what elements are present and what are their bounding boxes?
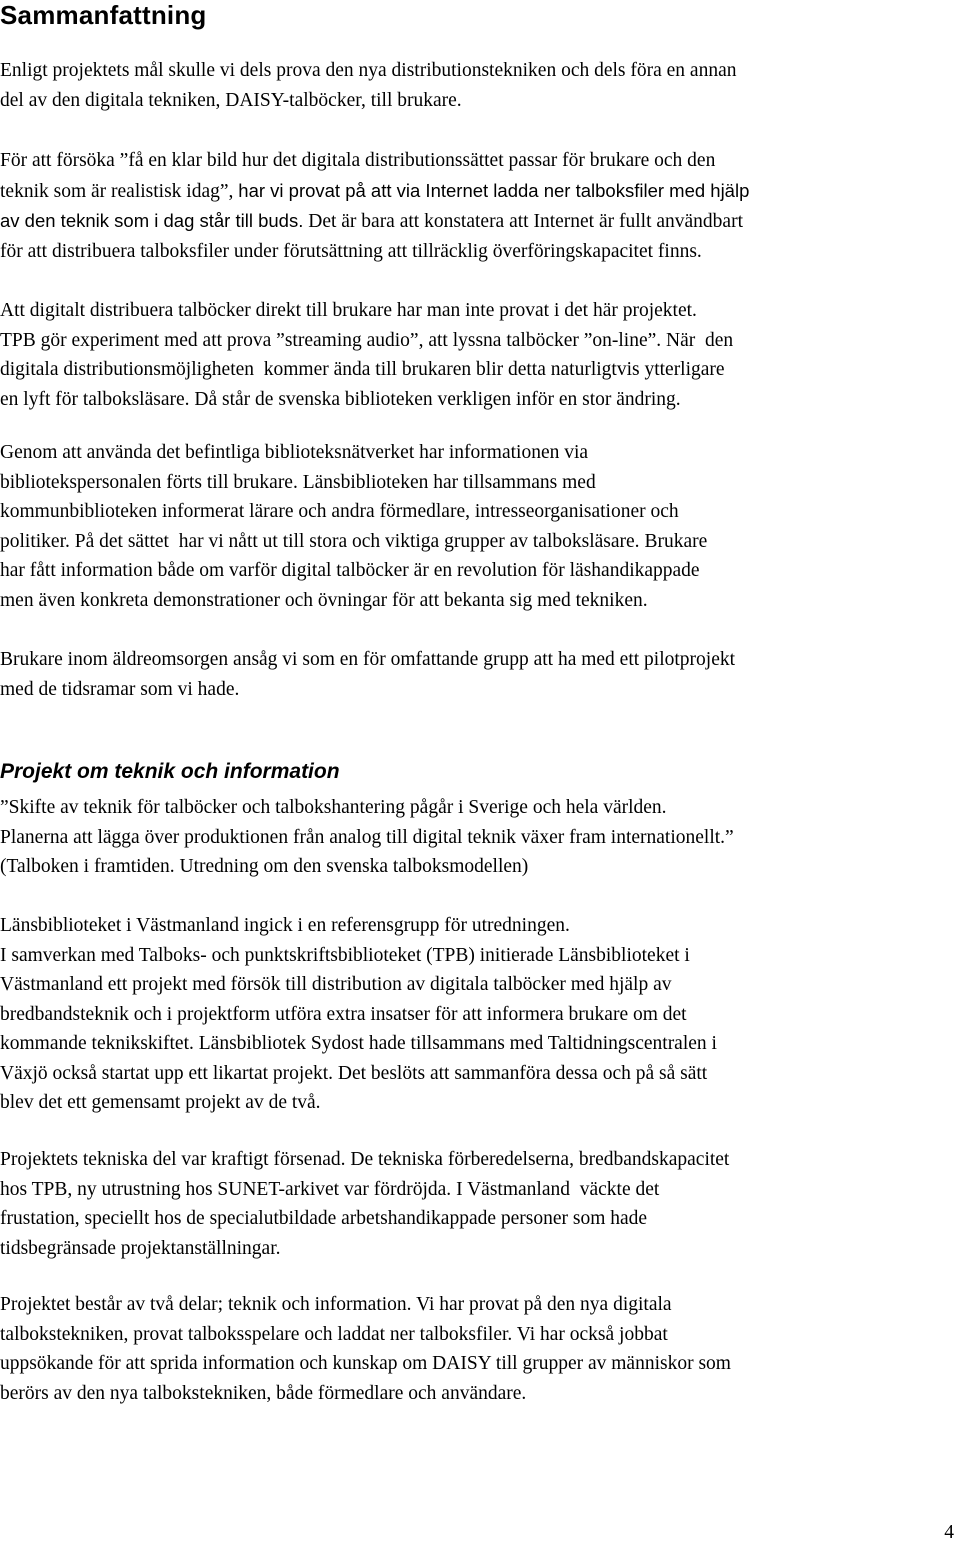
paragraph-line: [0, 852, 958, 882]
text-run: politiker.: [0, 530, 70, 552]
paragraph-line: digitala distributionsmöjligheten kommer ända till brukaren blir detta naturligtvis ytterligare: [0, 359, 725, 380]
paragraph-line: bredbandsteknik och i projektform utföra extra insatser för att informera brukare om det: [0, 1003, 687, 1025]
paragraph-line: frustation, speciellt hos de specialutbildade arbetshandikappade personer som hade: [0, 1208, 648, 1229]
paragraph-line: Västmanland ett projekt med försök till distribution av digitala talböcker med hjälp av: [0, 974, 672, 995]
paragraph-2: [0, 146, 958, 266]
paragraph-line: Brukare inom äldreomsorgen ansåg vi som en för omfattande grupp att ha med ett pilotprojekt: [0, 649, 736, 670]
text-run: Länsbiblioteken har tillsammans med: [297, 471, 596, 493]
paragraph-1: [0, 56, 958, 115]
text-run: TPB gör experiment med att prova ”streaming audio”, att lyssna talböcker ”on-line”.: [0, 329, 662, 351]
paragraph-line: del av den digitala tekniken, DAISY-talböcker, till brukare.: [0, 89, 462, 111]
paragraph-line: Länsbiblioteket i Västmanland ingick i en referensgrupp för utredningen.: [0, 915, 570, 936]
paragraph-line: ”Skifte av teknik för talböcker och talbokshantering pågår i Sverige och hela världen.: [0, 797, 667, 818]
text-run: bibliotekspersonalen förts till brukare.: [0, 471, 298, 493]
paragraph-9: [0, 1290, 958, 1408]
paragraph-3: [0, 296, 958, 414]
text-run: Länsbibliotek Sydost hade tillsammans med Taltidningscentralen i: [193, 1033, 717, 1054]
paragraph-line: [0, 1320, 958, 1350]
page-number: 4: [944, 1522, 954, 1543]
text-run: De tekniska förberedelserna, bredbandskapacitet: [345, 1149, 730, 1170]
text-run: talbokstekniken, provat talboksspelare och laddat ner talboksfiler.: [0, 1323, 513, 1345]
text-run: hos TPB, ny utrustning hos SUNET-arkivet var fördröjda.: [0, 1178, 452, 1200]
paragraph-line: I samverkan med Talboks- och punktskriftsbiblioteket (TPB) initierade Länsbiblioteket i: [0, 944, 690, 966]
paragraph-7: [0, 911, 958, 1118]
text-run: Projektet består av två delar; teknik och information.: [0, 1294, 412, 1315]
paragraph-line: tidsbegränsade projektanställningar.: [0, 1237, 281, 1259]
section-heading: Projekt om teknik och information: [0, 760, 340, 783]
text-run: När den: [661, 329, 734, 351]
paragraph-line: [0, 176, 958, 207]
text-run: Projektets tekniska del var kraftigt försenad.: [0, 1149, 346, 1170]
paragraph-line: berörs av den nya talbokstekniken, både förmedlare och användare.: [0, 1382, 527, 1404]
text-run: På det sättet har vi nått ut till stora och viktiga grupper av talboksläsare.: [69, 530, 640, 552]
text-run: en lyft för talboksläsare.: [0, 388, 190, 410]
paragraph-line: Planerna att lägga över produktionen från analog till digital teknik växer fram internationellt.”: [0, 826, 734, 848]
paragraph-line: [0, 1290, 958, 1320]
text-run: Växjö också startat upp ett likartat projekt.: [0, 1062, 334, 1084]
paragraph-line: [0, 1059, 958, 1089]
text-run: Utredning om den svenska talboksmodellen): [174, 856, 529, 877]
paragraph-line: Att digitalt distribuera talböcker direkt till brukare har man inte provat i det här projektet.: [0, 300, 697, 321]
paragraph-6: [0, 793, 958, 882]
text-run: (Talboken i framtiden.: [0, 856, 175, 877]
paragraph-5: [0, 645, 958, 704]
text-run: Brukare: [639, 530, 708, 552]
paragraph-line: blev det ett gemensamt projekt av de två.: [0, 1092, 321, 1113]
paragraph-line: uppsökande för att sprida information och kunskap om DAISY till grupper av människor som: [0, 1353, 731, 1374]
paragraph-line: Enligt projektets mål skulle vi dels prova den nya distributionstekniken och dels föra en annan: [0, 60, 737, 81]
text-run: Då står de svenska biblioteken verkligen inför en stor ändring.: [189, 388, 681, 410]
paragraph-line: [0, 326, 958, 356]
text-run: teknik som är realistisk idag”,: [0, 180, 239, 202]
page-title: Sammanfattning: [0, 0, 207, 30]
paragraph-4: [0, 438, 958, 615]
paragraph-line: [0, 1145, 958, 1175]
paragraph-line: [0, 206, 958, 237]
text-run: Det beslöts att sammanföra dessa och på så sätt: [333, 1062, 708, 1084]
paragraph-line: kommunbiblioteken informerat lärare och andra förmedlare, intresseorganisationer och: [0, 501, 679, 522]
paragraph-line: För att försöka ”få en klar bild hur det digitala distributionssättet passar för brukare och den: [0, 150, 716, 171]
paragraph-line: [0, 385, 958, 415]
paragraph-line: för att distribuera talboksfiler under förutsättning att tillräcklig överföringskapacitet finns.: [0, 240, 702, 262]
text-run: av den teknik som i dag står till buds.: [0, 210, 304, 231]
paragraph-8: [0, 1145, 958, 1263]
text-run: Vi har också jobbat: [512, 1323, 668, 1345]
paragraph-line: Genom att använda det befintliga biblioteksnätverket har informationen via: [0, 442, 589, 463]
paragraph-line: [0, 1029, 958, 1059]
paragraph-line: [0, 468, 958, 498]
paragraph-line: men även konkreta demonstrationer och övningar för att bekanta sig med tekniken.: [0, 589, 648, 611]
paragraph-line: med de tidsramar som vi hade.: [0, 678, 240, 700]
text-run: har vi provat på att via Internet ladda ner talboksfiler med hjälp: [238, 179, 750, 201]
text-run: Vi har provat på den nya digitala: [411, 1294, 672, 1315]
paragraph-line: [0, 1175, 958, 1205]
paragraph-line: [0, 527, 958, 557]
paragraph-line: har fått information både om varför digital talböcker är en revolution för läshandikappade: [0, 560, 700, 581]
text-run: Det är bara att konstatera att Internet är fullt användbart: [303, 211, 743, 232]
text-run: kommande teknikskiftet.: [0, 1033, 194, 1054]
text-run: I Västmanland väckte det: [451, 1178, 660, 1200]
